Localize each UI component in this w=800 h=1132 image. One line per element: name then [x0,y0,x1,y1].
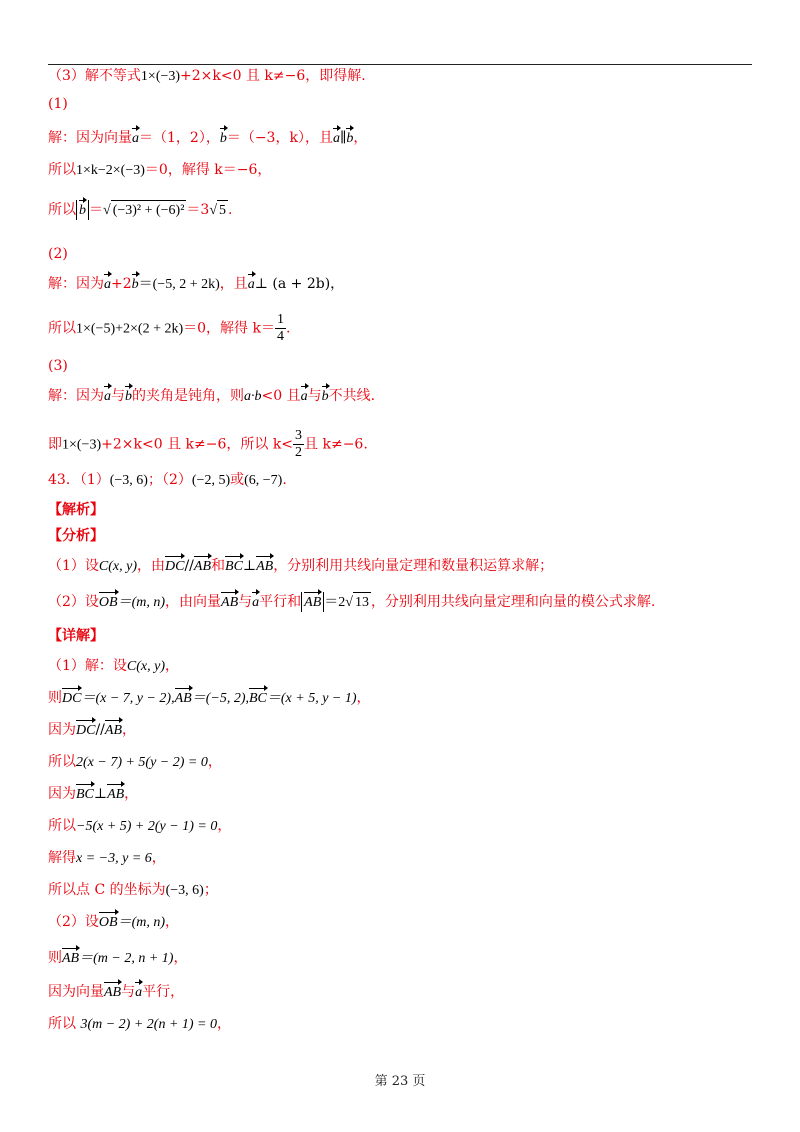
text-line: 所以−5(x + 5) + 2(y − 1) = 0， [48,818,232,834]
text-line: 所以 3(m − 2) + 2(n + 1) = 0， [48,1016,232,1032]
answer-line: 43．（1）(−3, 6)；（2）(−2, 5)或(6, −7). [48,472,287,488]
text-line: （1）设C(x, y)，由DC//AB和BC⊥AB，分别利用共线向量定理和数量积运算求解； [48,556,553,577]
text-line: 所以 b ＝√ (−3)² + (−6)² ＝3√ 5 . [48,200,232,221]
text-line: 解得x = −3, y = 6， [48,850,166,866]
text-line: 因为向量AB与a平行， [48,982,184,1003]
text-line: 因为DC//AB， [48,720,136,741]
page-number: 第 23 页 [374,1074,426,1089]
fraction: $\frac{1}{4}$ [276,312,284,344]
subpart-label: (3) [48,358,68,374]
header-rule [48,64,752,65]
text-line: 解：因为a+2b＝(−5, 2 + 2k)，且a⊥ (a + 2b)， [48,274,344,295]
text-line: 所以点 C 的坐标为(−3, 6)； [48,882,218,898]
text-line: 所以1×k−2×(−3)＝0，解得 k＝−6， [48,162,272,178]
subpart-label: (2) [48,246,68,262]
text-line: 则DC＝(x − 7, y − 2),AB＝(−5, 2),BC＝(x + 5, y − 1)， [48,688,371,709]
text-line: 即1×(−3)+2×k<0 且 k≠−6，所以 k< $\frac{3}{2}$ 且 k≠−6. [48,428,368,460]
section-label: 【解析】 [48,502,104,518]
subpart-label: (1) [48,96,68,112]
fraction: $\frac{3}{2}$ [295,428,303,460]
text-line: （2）设OB＝(m, n)， [48,912,179,933]
text-line: （3）解不等式1×(−3)+2×k<0 且 k≠−6，即得解. [48,68,366,84]
text-line: 则AB＝(m − 2, n + 1)， [48,948,187,969]
text-line: 所以2(x − 7) + 5(y − 2) = 0， [48,754,222,770]
text-line: 解：因为a与b的夹角是钝角，则a·b<0 且a与b不共线. [48,386,375,407]
text-line: 因为BC⊥AB， [48,784,138,805]
text-line: （2）设OB＝(m, n)，由向量AB与a平行和 AB ＝2√ 13 ，分别利用共线向量定理和向量的模公式求解. [48,592,655,613]
section-label: 【分析】 [48,528,104,544]
text-line: 解：因为向量a＝（1，2），b＝（−3，k），且a∥b， [48,128,367,149]
text-line: （1）解：设C(x, y)， [48,658,180,674]
section-label: 【详解】 [48,628,104,644]
text-line: 所以1×(−5)+2×(2 + 2k)＝0，解得 k＝ $\frac{1}{4}$ . [48,312,291,344]
